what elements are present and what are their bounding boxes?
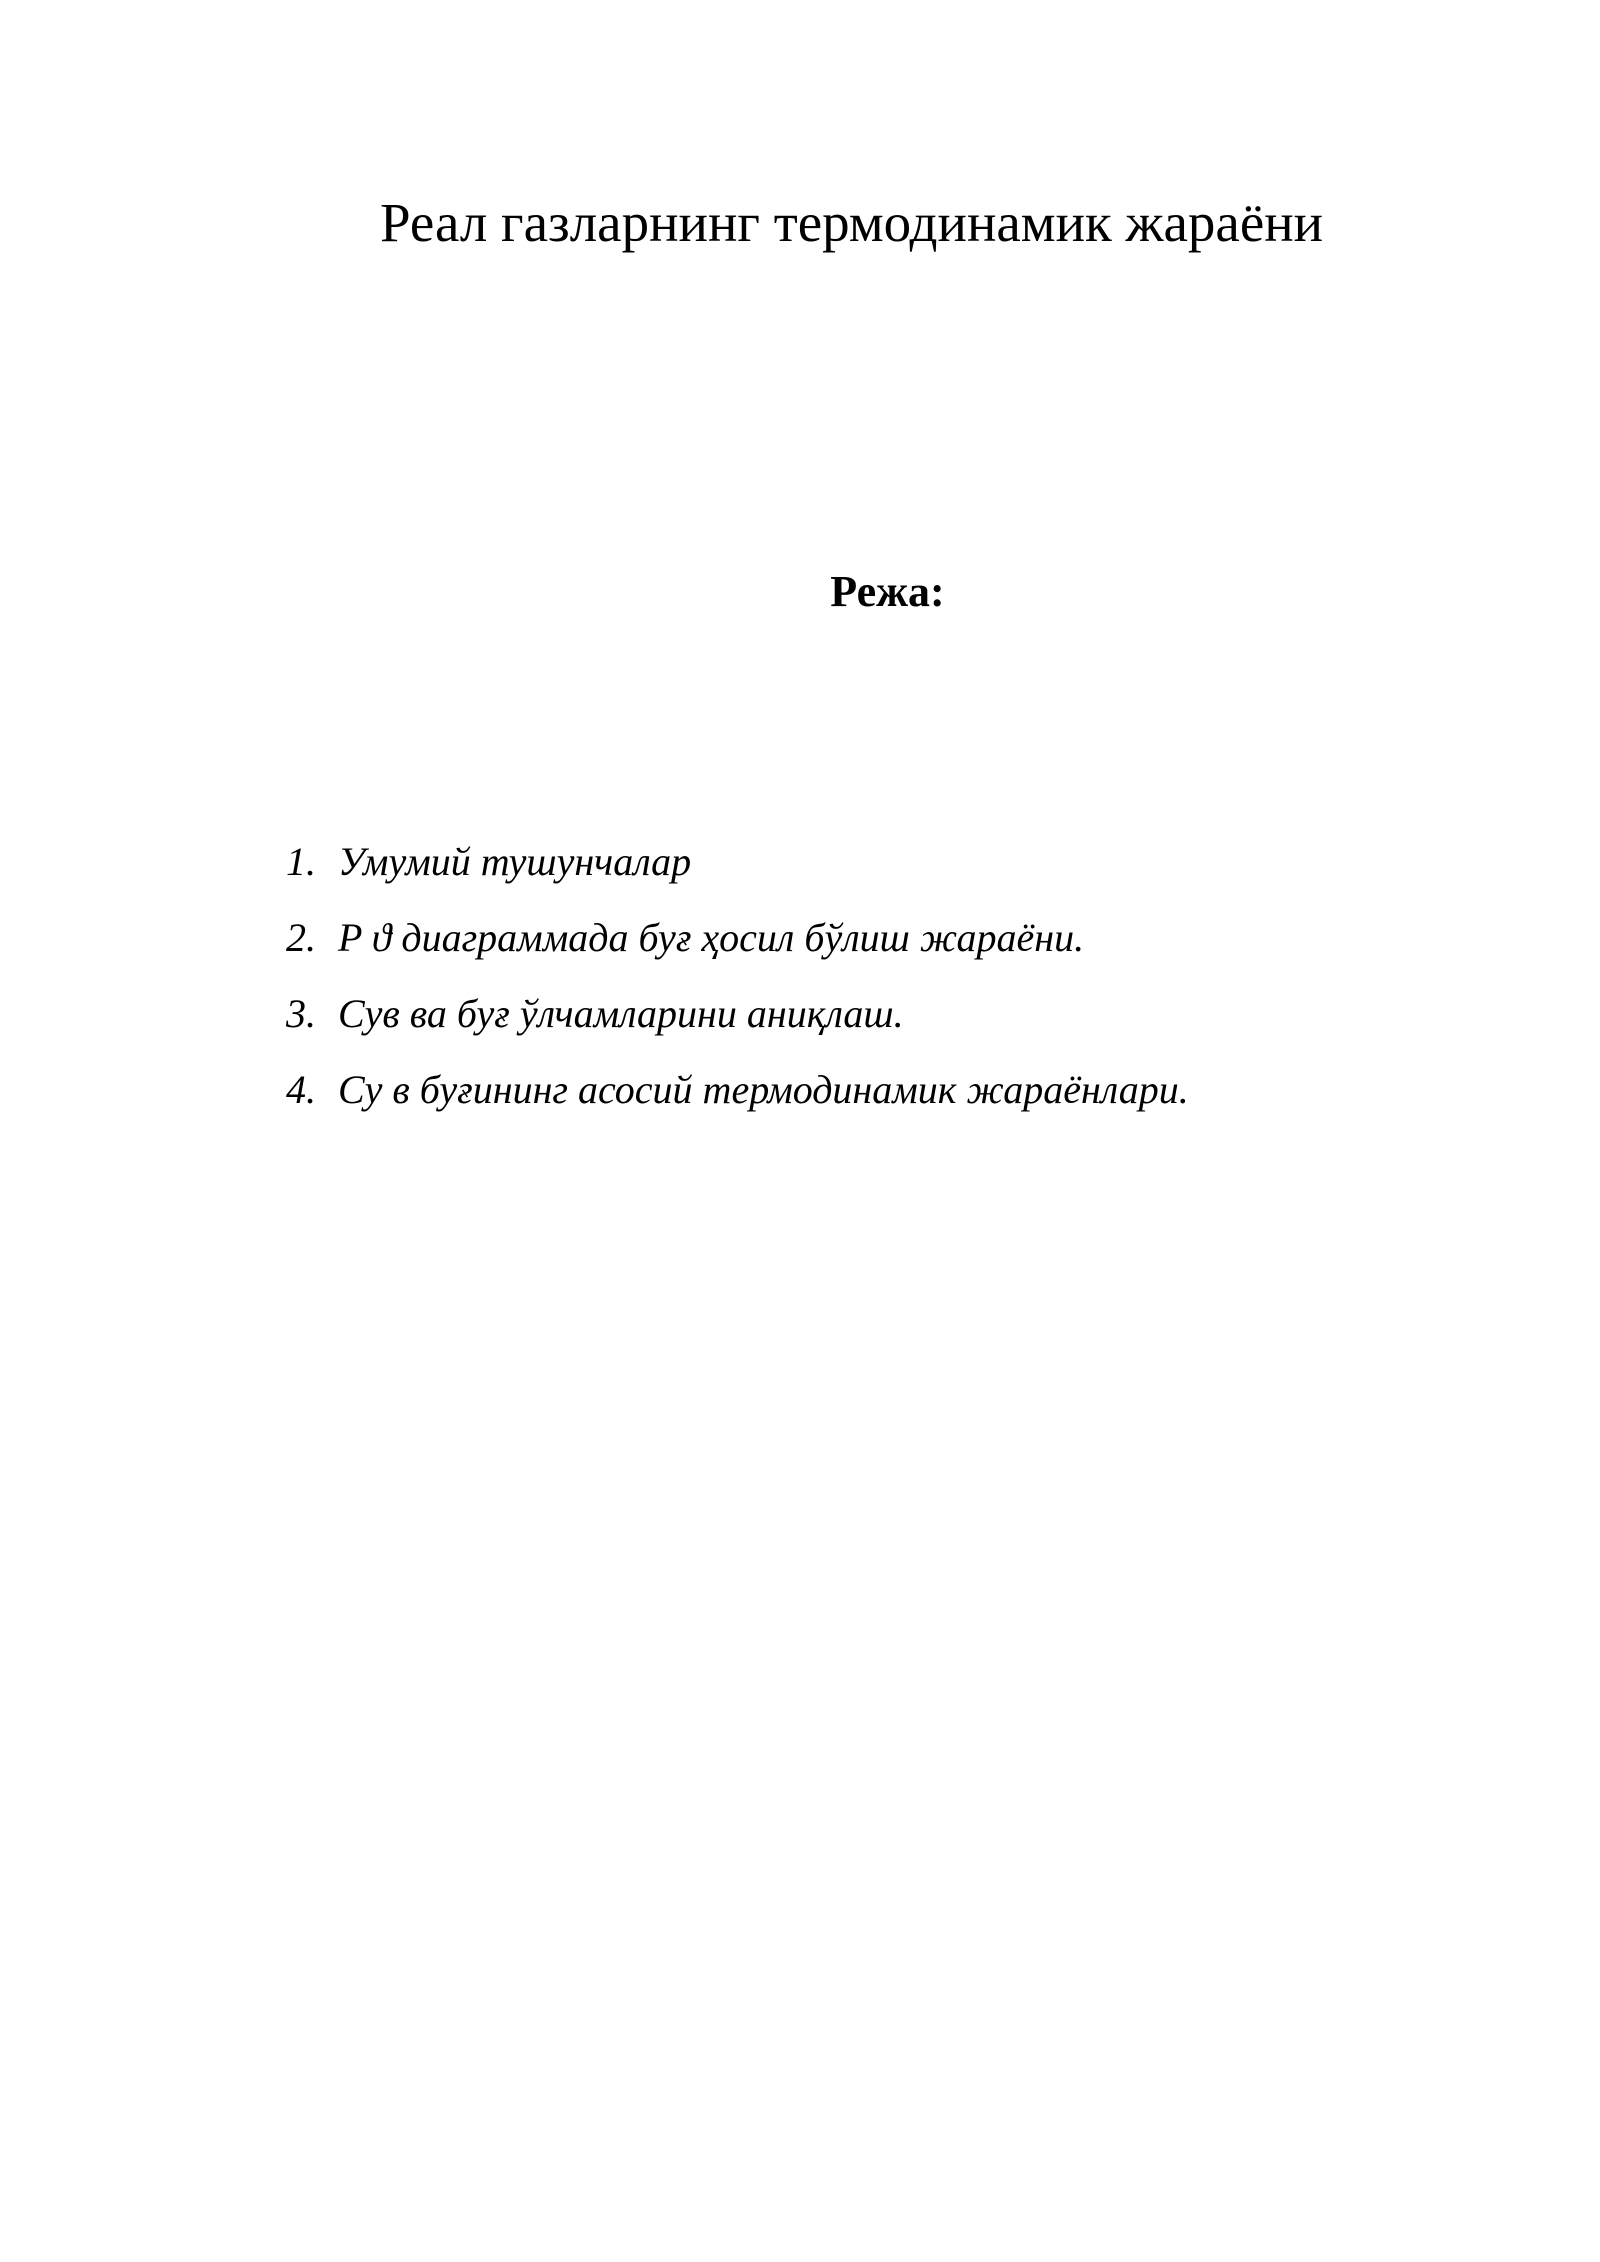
plan-item-number: 3. — [286, 991, 316, 1036]
plan-item — [286, 1064, 1189, 1140]
plan-heading: Режа: — [830, 567, 945, 616]
plan-item-number: 4. — [286, 1067, 316, 1112]
plan-item-text: Умумий тушунчалар — [338, 839, 692, 884]
plan-item-number: 1. — [286, 839, 316, 884]
plan-item-number: 2. — [286, 915, 316, 960]
plan-item — [286, 836, 1189, 912]
plan-item — [286, 912, 1189, 988]
plan-item-text: Сув ва буғ ўлчамларини аниқлаш. — [338, 991, 904, 1036]
plan-item — [286, 988, 1189, 1064]
plan-item-text: Су в буғининг асосий термодинамик жараёнлари. — [338, 1067, 1189, 1112]
plan-list — [286, 836, 1189, 1140]
document-title: Реал газларнинг термодинамик жараёни — [380, 192, 1324, 253]
plan-item-text: P ϑ диаграммада буғ ҳосил бўлиш жараёни. — [338, 915, 1085, 960]
